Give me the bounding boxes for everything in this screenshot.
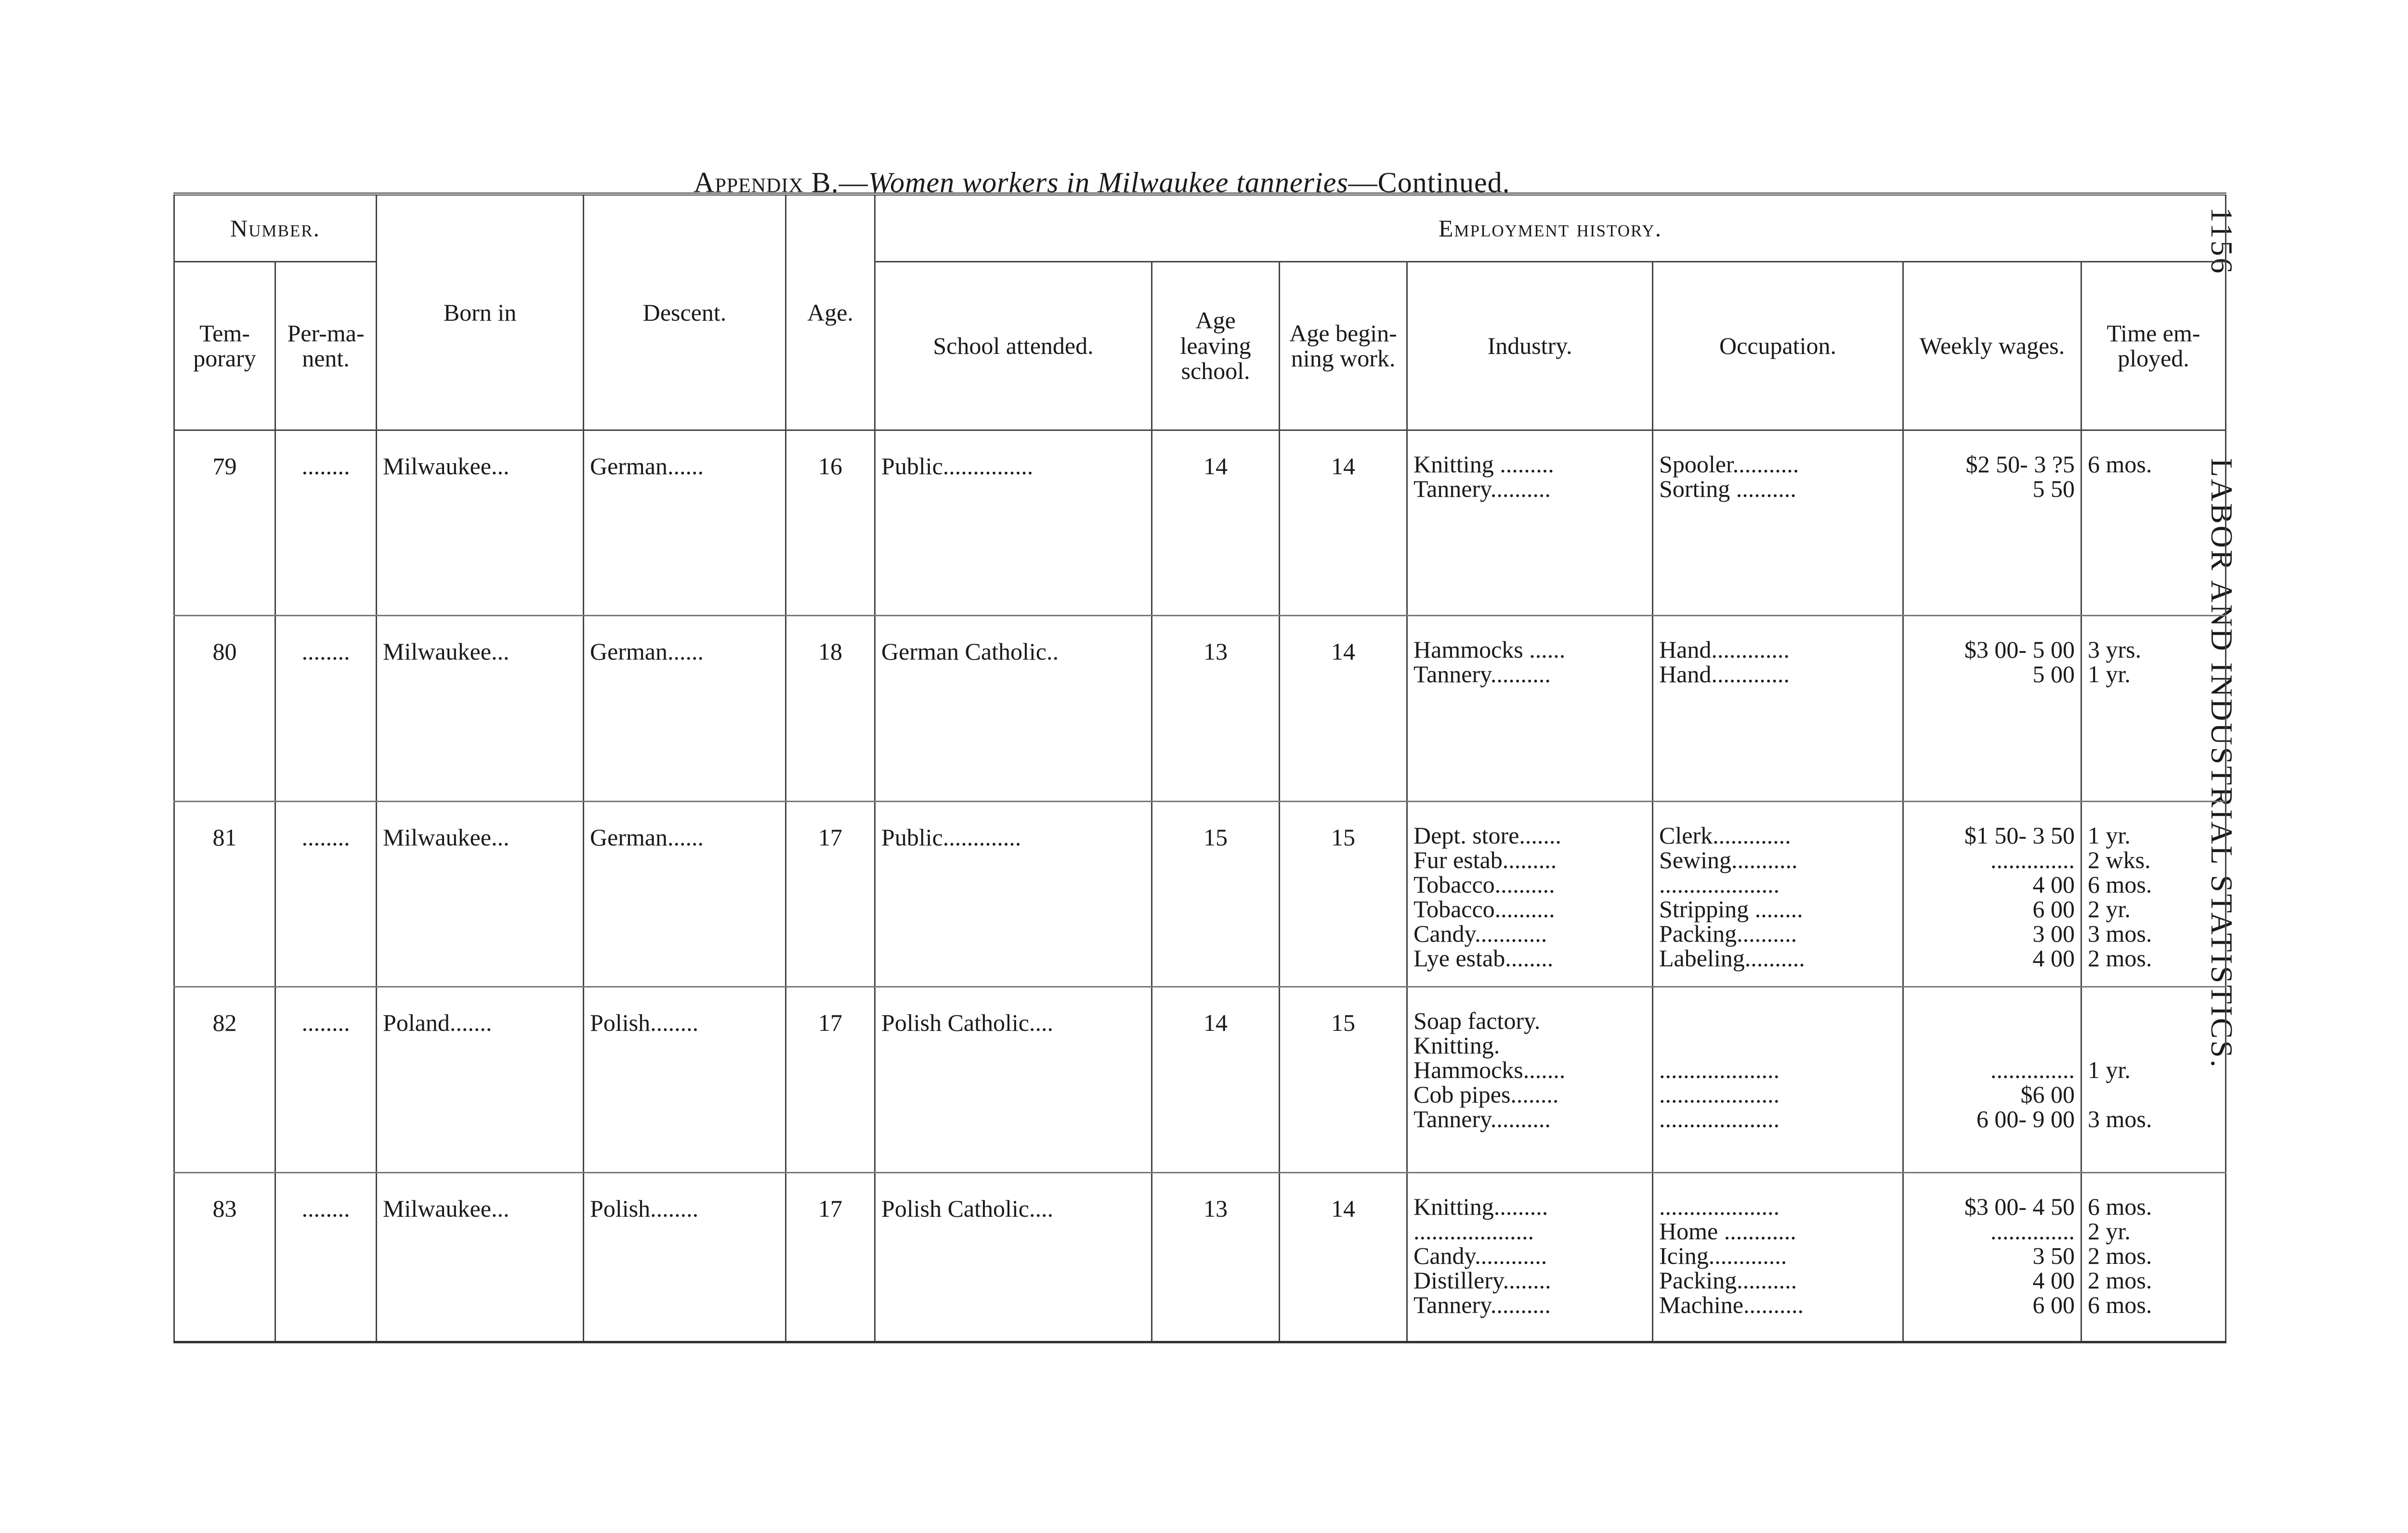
line-entry: 6 00- 9 00 — [1976, 1105, 2075, 1133]
descent-cell: Polish........ — [584, 987, 786, 1173]
line-entry: Knitting. — [1413, 1032, 1500, 1059]
born-in-cell: Milwaukee... — [377, 801, 584, 987]
line-entry: Hand............. — [1659, 661, 1790, 688]
school-cell: German Catholic.. — [875, 616, 1152, 802]
line-entry: 4 00 — [2032, 870, 2075, 898]
line-entry: Clerk............. — [1659, 821, 1791, 849]
line-entry: 1 yr. — [2088, 1056, 2131, 1084]
line-entry: 2 mos. — [2088, 1266, 2152, 1294]
age-leaving-cell: 15 — [1152, 801, 1280, 987]
line-entry: Lye estab........ — [1413, 944, 1554, 972]
line-entry: .............. — [1990, 1056, 2075, 1084]
header-age: Age. — [786, 194, 875, 430]
line-entry: Machine.......... — [1659, 1291, 1804, 1318]
permanent-cell: ........ — [275, 1172, 377, 1342]
header-descent: Descent. — [584, 194, 786, 430]
header-employment-history: Employment history. — [875, 194, 2226, 261]
line-entry: .............. — [1990, 1217, 2075, 1245]
line-entry: 3 00 — [2032, 920, 2075, 947]
industry-cell — [1407, 430, 1653, 616]
line-entry: Stripping ........ — [1659, 895, 1803, 922]
line-entry: $1 50- 3 50 — [1964, 821, 2075, 849]
occupation-cell — [1653, 616, 1903, 802]
line-entry: Knitting......... — [1413, 1193, 1548, 1220]
permanent-cell: ........ — [275, 987, 377, 1173]
line-entry: 6 00 — [2032, 1291, 2075, 1318]
temporary-cell: 81 — [174, 801, 275, 987]
line-entry: Knitting ......... — [1413, 450, 1554, 478]
line-entry — [2088, 1033, 2219, 1058]
line-entry: .................... — [1659, 1056, 1780, 1084]
industry-cell — [1407, 801, 1653, 987]
born-in-cell: Poland....... — [377, 987, 584, 1173]
line-entry — [1910, 1009, 2075, 1033]
header-number: Number. — [174, 194, 377, 261]
temporary-cell: 83 — [174, 1172, 275, 1342]
school-cell: Public............... — [875, 430, 1152, 616]
line-entry: Tobacco.......... — [1413, 895, 1555, 922]
header-weekly-wages: Weekly wages. — [1903, 261, 2081, 430]
line-entry — [2088, 1009, 2219, 1033]
line-entry: 6 00 — [2032, 895, 2075, 922]
occupation-cell — [1653, 430, 1903, 616]
age-leaving-cell: 13 — [1152, 1172, 1280, 1342]
age-cell: 16 — [786, 430, 875, 616]
wages-cell — [1903, 801, 2081, 987]
line-entry: .................... — [1659, 1105, 1780, 1133]
caption-prefix: Appendix B.— — [694, 167, 868, 198]
industry-cell — [1407, 1172, 1653, 1342]
header-occupation: Occupation. — [1653, 261, 1903, 430]
line-entry: 2 mos. — [2088, 1242, 2152, 1269]
line-entry: 3 mos. — [2088, 920, 2152, 947]
line-entry: Icing............. — [1659, 1242, 1787, 1269]
line-entry: 3 mos. — [2088, 1105, 2152, 1133]
descent-cell: German...... — [584, 801, 786, 987]
descent-cell: German...... — [584, 430, 786, 616]
descent-cell: Polish........ — [584, 1172, 786, 1342]
temporary-cell: 79 — [174, 430, 275, 616]
born-in-cell: Milwaukee... — [377, 616, 584, 802]
permanent-cell: ........ — [275, 430, 377, 616]
occupation-cell — [1653, 1172, 1903, 1342]
header-time-employed: Time em-ployed. — [2081, 261, 2226, 430]
line-entry: Candy............ — [1413, 920, 1547, 947]
line-entry: $3 00- 5 00 — [1964, 636, 2075, 663]
line-entry: 6 mos. — [2088, 1291, 2152, 1318]
line-entry: 5 50 — [2032, 475, 2075, 502]
line-entry: .................... — [1413, 1217, 1534, 1245]
caption-suffix: —Continued. — [1348, 167, 1510, 198]
school-cell: Polish Catholic.... — [875, 1172, 1152, 1342]
line-entry: Distillery........ — [1413, 1266, 1551, 1294]
table-row — [174, 430, 2226, 616]
appendix-table — [173, 193, 2226, 1343]
wages-cell — [1903, 430, 2081, 616]
line-entry: Hammocks....... — [1413, 1056, 1566, 1084]
line-entry: 2 mos. — [2088, 944, 2152, 972]
line-entry: Candy............ — [1413, 1242, 1547, 1269]
line-entry: Tobacco.......... — [1413, 870, 1555, 898]
header-temporary: Tem-porary — [174, 261, 275, 430]
age-beginning-cell: 14 — [1280, 616, 1407, 802]
industry-cell — [1407, 616, 1653, 802]
age-leaving-cell: 14 — [1152, 430, 1280, 616]
age-cell: 18 — [786, 616, 875, 802]
header-age-leaving: Age leaving school. — [1152, 261, 1280, 430]
age-cell: 17 — [786, 987, 875, 1173]
time-cell — [2081, 801, 2226, 987]
wages-cell — [1903, 1172, 2081, 1342]
temporary-cell: 80 — [174, 616, 275, 802]
line-entry: Tannery.......... — [1413, 661, 1551, 688]
time-cell — [2081, 430, 2226, 616]
line-entry: $2 50- 3 ?5 — [1965, 450, 2075, 478]
permanent-cell: ........ — [275, 616, 377, 802]
industry-cell — [1407, 987, 1653, 1173]
line-entry: Sewing........... — [1659, 846, 1798, 873]
age-cell: 17 — [786, 801, 875, 987]
header-age-beginning: Age begin-ning work. — [1280, 261, 1407, 430]
header-permanent: Per-ma-nent. — [275, 261, 377, 430]
header-industry: Industry. — [1407, 261, 1653, 430]
temporary-cell: 82 — [174, 987, 275, 1173]
line-entry: Dept. store....... — [1413, 821, 1561, 849]
school-cell: Public............. — [875, 801, 1152, 987]
line-entry — [1659, 1009, 1897, 1033]
line-entry: 2 yr. — [2088, 1217, 2131, 1245]
header-school: School attended. — [875, 261, 1152, 430]
line-entry — [1910, 1033, 2075, 1058]
line-entry: $6 00 — [2020, 1081, 2075, 1108]
table-row — [174, 1172, 2226, 1342]
line-entry: $3 00- 4 50 — [1964, 1193, 2075, 1220]
line-entry: 3 yrs. — [2088, 636, 2142, 663]
table-row — [174, 987, 2226, 1173]
line-entry: Home ............ — [1659, 1217, 1796, 1245]
age-cell: 17 — [786, 1172, 875, 1342]
table-row — [174, 801, 2226, 987]
line-entry: 2 wks. — [2088, 846, 2151, 873]
school-cell: Polish Catholic.... — [875, 987, 1152, 1173]
line-entry: Hammocks ...... — [1413, 636, 1566, 663]
line-entry: 5 00 — [2032, 661, 2075, 688]
age-beginning-cell: 14 — [1280, 1172, 1407, 1342]
line-entry: Packing.......... — [1659, 920, 1797, 947]
time-cell — [2081, 1172, 2226, 1342]
line-entry — [2088, 1082, 2219, 1107]
line-entry — [1659, 1033, 1897, 1058]
line-entry: 4 00 — [2032, 944, 2075, 972]
line-entry: Tannery.......... — [1413, 475, 1551, 502]
time-cell — [2081, 987, 2226, 1173]
line-entry: Cob pipes........ — [1413, 1081, 1559, 1108]
time-cell — [2081, 616, 2226, 802]
line-entry: Hand............. — [1659, 636, 1790, 663]
line-entry: 4 00 — [2032, 1266, 2075, 1294]
page-number: 1156 — [2205, 207, 2239, 275]
wages-cell — [1903, 987, 2081, 1173]
line-entry: 6 mos. — [2088, 870, 2152, 898]
line-entry: Tannery.......... — [1413, 1105, 1551, 1133]
line-entry: 1 yr. — [2088, 661, 2131, 688]
age-beginning-cell: 14 — [1280, 430, 1407, 616]
age-leaving-cell: 13 — [1152, 616, 1280, 802]
line-entry: Spooler........... — [1659, 450, 1799, 478]
descent-cell: German...... — [584, 616, 786, 802]
line-entry: .................... — [1659, 870, 1780, 898]
line-entry: 6 mos. — [2088, 1193, 2152, 1220]
line-entry: .............. — [1990, 846, 2075, 873]
header-born-in: Born in — [377, 194, 584, 430]
line-entry: Fur estab......... — [1413, 846, 1557, 873]
wages-cell — [1903, 616, 2081, 802]
age-leaving-cell: 14 — [1152, 987, 1280, 1173]
line-entry: 2 yr. — [2088, 895, 2131, 922]
permanent-cell: ........ — [275, 801, 377, 987]
age-beginning-cell: 15 — [1280, 801, 1407, 987]
line-entry: .................... — [1659, 1081, 1780, 1108]
table-body — [174, 430, 2226, 1342]
occupation-cell — [1653, 987, 1903, 1173]
born-in-cell: Milwaukee... — [377, 430, 584, 616]
line-entry: Tannery.......... — [1413, 1291, 1551, 1318]
occupation-cell — [1653, 801, 1903, 987]
table-row — [174, 616, 2226, 802]
caption-title: Women workers in Milwaukee tanneries — [868, 167, 1348, 198]
age-beginning-cell: 15 — [1280, 987, 1407, 1173]
line-entry: Soap factory. — [1413, 1007, 1541, 1035]
line-entry: 1 yr. — [2088, 821, 2131, 849]
line-entry: Sorting .......... — [1659, 475, 1796, 502]
line-entry: Packing.......... — [1659, 1266, 1797, 1294]
line-entry: .................... — [1659, 1193, 1780, 1220]
running-title: LABOR AND INDUSTRIAL STATISTICS. — [2205, 458, 2239, 1069]
line-entry: Labeling.......... — [1659, 944, 1805, 972]
line-entry: 3 50 — [2032, 1242, 2075, 1269]
line-entry: 6 mos. — [2088, 450, 2152, 478]
born-in-cell: Milwaukee... — [377, 1172, 584, 1342]
